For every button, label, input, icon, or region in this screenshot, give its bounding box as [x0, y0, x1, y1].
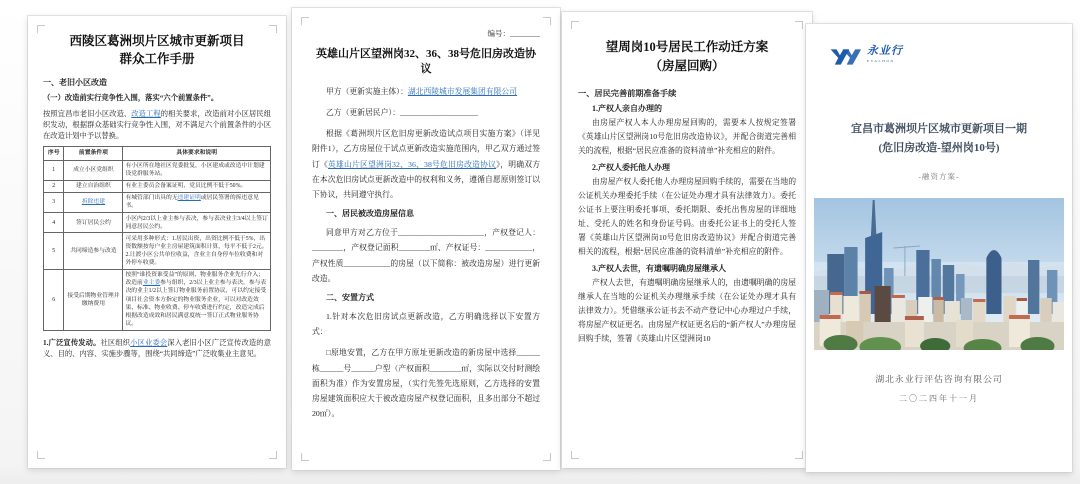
row-number: 3 — [44, 192, 64, 212]
row-number: 1 — [44, 160, 64, 180]
house-info-form-paragraph[interactable]: 同意甲方对乙方位于______________________，产权登记人：________，产权登记面积________㎡、产权证号：____________，产权性质____________的房屋（以下简称：被改造房屋）进行更新改造。 — [312, 228, 540, 283]
handbook-paragraph-2 — [43, 108, 271, 142]
logo-latin-name: EVALHON — [867, 59, 895, 63]
paragraph-text: 》，明确双方在本次危旧房试点更新改造中的权利和义务，遵循自愿原则签订以下协议，共同遵守执行。 — [312, 159, 541, 199]
party-a-label: 甲方（更新实施主体）： — [326, 86, 408, 96]
owners-committee-link[interactable]: 业主委 — [142, 280, 161, 287]
renovation-project-link[interactable]: 改造工程 — [131, 108, 161, 118]
crop-mark-icon — [571, 451, 579, 459]
agreement-intro-paragraph — [312, 126, 540, 202]
cell-text: 或居民签署的拆违意见书。 — [125, 195, 259, 210]
crop-mark-icon — [269, 25, 277, 33]
handbook-title-line1: 西陵区葛洲坝片区城市更新项目 — [69, 34, 245, 48]
row-item: 接受后期物业管理并缴纳费用 — [64, 269, 123, 330]
plan-paragraph-3: 产权人去世，有遗嘱明确房屋继承人的，由遗嘱明确的房屋继承人在当地的公证机关办理继承手续（在公证处办理才具有法律效力）。凭借继承公证书去不动产登记中心办理过户手续，将房屋产权证更名。由房屋产权证更名后的“新产权人”办理房屋回购手续，签署《英雄山片区望洲岗10 — [578, 277, 796, 343]
party-a-line — [312, 84, 540, 99]
handbook-page — [28, 16, 286, 468]
row-description: 有小区所在地社区党委批复，小区建成或改造中计划建设党群服务站。 — [123, 160, 271, 180]
plan-section-1-heading: 一、居民完善前期准备手续 — [578, 88, 677, 98]
row-description: 小区内2/3以上业主参与表决，参与表决业主3/4以上签订同意居民公约。 — [123, 213, 271, 233]
cover-title-line1: 宜昌市葛洲坝片区城市更新项目一期 — [851, 123, 1027, 135]
cover-date: 二〇二四年十一月 — [899, 394, 979, 404]
crop-mark-icon — [571, 21, 579, 29]
logo-text-block — [867, 46, 903, 63]
row-description: 可采用多种形式：1.居民出资，出资比例不低于5%，出资数额按每户业主房屋建筑面积计算，每平不低于2元。2.让渡小区公共单位收益，含业主自身停车位收费和对外停车收费。 — [123, 233, 271, 269]
financing-cover-page — [806, 24, 1072, 472]
row-description: 有业主委员会备案证明，党员比例不低于50%。 — [123, 180, 271, 192]
logo-chinese-name: 永业行 — [867, 45, 903, 57]
plan-paragraph-1: 由房屋产权人本人办理房屋回购的，需要本人按规定签署《英雄山片区望洲岗10号危旧房改造协议》，并配合街道完善相关的流程，根据“居民应准备的资料清单”补充相应的附件。 — [578, 117, 796, 155]
row-number: 5 — [44, 233, 64, 269]
no-illegal-structure-proof-link[interactable]: 违建证明 — [177, 195, 201, 202]
cell-text: 参与组织，2/3以上业主参与表决，参与表决的业主1/2以上签订物业服务前置协议，可以约定接受项目社会资本方指定的物业服务企业，可以对改造效果、标准、物业收费、停车收费进行约定，改造完成后根据改造成效和居民满意度统一签订正式物业服务协议。 — [125, 280, 267, 327]
yongyehang-logo — [828, 46, 1066, 68]
footer-bold-lead: 1.广泛宣传发动。 — [43, 337, 101, 347]
table-row — [44, 269, 271, 330]
cover-company-name: 湖北永业行评估咨询有限公司 — [875, 374, 1003, 385]
cell-text: 按照“谁投资谁受益”的原则，物业服务企业先行介入；改造前 — [125, 272, 264, 287]
company-name-link[interactable]: 湖北西陵城市发展集团有限公司 — [407, 86, 518, 96]
crop-mark-icon — [301, 453, 309, 461]
handbook-section-heading: 一、老旧小区改造 — [43, 78, 107, 88]
plan-title — [578, 38, 796, 76]
plan-paragraph-2: 由房屋产权人委托他人办理房屋回购手续的，需要在当地的公证机关办理委托手续（在公证处办理才具有法律效力）。委托公证书上要注明委托事项、委托期限、委托出售房屋的详细地址、受托人的姓名和身份证号码。由委托公证书上的受托人签署《英雄山片区望洲岗10号危旧房改造协议》并配合街道完善相关的流程，根据“居民应准备的资料清单”补充相应的附件。 — [578, 176, 796, 256]
table-row — [44, 160, 271, 180]
crop-mark-icon — [795, 21, 803, 29]
agreement-section-2-heading: 二、安置方式 — [326, 293, 374, 303]
row-description — [123, 269, 271, 330]
agreement-reference-link[interactable]: 英雄山片区望洲岗32、36、38号危旧房改造协议 — [328, 159, 497, 169]
col-header-number: 序号 — [44, 147, 64, 160]
table-row — [44, 213, 271, 233]
party-b-line[interactable]: 乙方（更新居民户）：____________________ — [326, 107, 479, 117]
col-header-item: 前置条件项 — [64, 147, 123, 160]
crop-mark-icon — [37, 25, 45, 33]
handbook-title-line2: 群众工作手册 — [119, 52, 195, 67]
plan-sub-3: 3.产权人去世，有遗嘱明确房屋继承人 — [592, 263, 726, 273]
resettlement-choice-lead: 1.针对本次危旧房试点更新改造，乙方明确选择以下安置方式： — [312, 312, 540, 337]
table-row — [44, 233, 271, 269]
table-header-row — [44, 147, 271, 160]
agreement-section-1-heading: 一、居民被改造房屋信息 — [326, 209, 414, 219]
row-number: 2 — [44, 180, 64, 192]
demolish-illegal-structures-link[interactable]: 拆除违建 — [64, 192, 123, 212]
crop-mark-icon — [543, 17, 551, 25]
row-item: 建立自治组织 — [64, 180, 123, 192]
paragraph-text: 的相关要求，改造前对小区居民组织发动，根据群众基础实行竞争性入围，对不满足六个前置条件的小区在改造计划中予以替换。 — [43, 108, 272, 141]
row-number: 6 — [44, 269, 64, 330]
row-item: 共同缔造参与改造 — [64, 233, 123, 269]
col-header-description: 具体要求和说明 — [123, 147, 271, 160]
footer-text: 深入老旧小区广泛宣传改造的意义、目的、内容、实施步骤等，围绕“共同缔造”广泛收集业主意见。 — [43, 337, 272, 358]
row-description — [123, 192, 271, 212]
row-number: 4 — [44, 213, 64, 233]
owners-committee-link[interactable]: 小区业委会 — [130, 337, 168, 347]
handbook-title — [43, 32, 271, 68]
plan-sub-1: 1.产权人亲自办理的 — [592, 103, 662, 113]
city-skyline-photo — [814, 198, 1064, 350]
cell-text: 有城管部门出具的无 — [125, 195, 178, 202]
footer-text: 社区组织 — [100, 337, 131, 347]
yy-logomark-icon — [828, 46, 862, 68]
crop-mark-icon — [37, 451, 45, 459]
onsite-resettlement-checkbox-paragraph[interactable]: □原地安置，乙方在甲方原址更新改造的新房屋中选择______栋______号______户型（产权面积________㎡，实际以交付时测绘面积为准）作为安置房屋，（实行先签先选原则，乙方选择的安置房屋建筑面积应大于被改造房屋产权登记面积，且多出部分不超过20㎡）。 — [312, 348, 540, 419]
paragraph-text: 按照宜昌市老旧小区改造、 — [43, 108, 132, 118]
row-item: 成立小区党组织 — [64, 160, 123, 180]
cover-title-line2: (危旧房改造-望州岗10号) — [878, 141, 1000, 154]
table-row — [44, 180, 271, 192]
preconditions-table — [43, 146, 271, 330]
plan-sub-2: 2.产权人委托他人办理 — [592, 162, 670, 172]
relocation-plan-page — [562, 12, 812, 468]
agreement-number-field[interactable]: 编号：________ — [487, 29, 540, 38]
agreement-title: 英雄山片区望洲岗32、36、38号危旧房改造协议 — [316, 48, 536, 76]
cover-subtitle: -融资方案- — [918, 172, 960, 182]
plan-title-line2: （房屋回购） — [649, 58, 725, 73]
crop-mark-icon — [301, 17, 309, 25]
table-row — [44, 192, 271, 212]
agreement-page — [292, 8, 560, 470]
handbook-footer-paragraph — [43, 337, 271, 360]
cover-title — [812, 120, 1066, 157]
crop-mark-icon — [543, 453, 551, 461]
crop-mark-icon — [795, 451, 803, 459]
crop-mark-icon — [269, 451, 277, 459]
handbook-paragraph-1: （一）改造前实行竞争性入围，落实“六个前置条件”。 — [43, 93, 219, 103]
row-item: 签订居民公约 — [64, 213, 123, 233]
paragraph-text: 根据《葛洲坝片区危旧房更新改造试点项目实施方案》（详见附件1），乙方房屋位于试点更新改造实施范围内，甲乙双方通过签订《 — [312, 129, 540, 169]
plan-title-line1: 望周岗10号居民工作动迁方案 — [605, 40, 769, 54]
